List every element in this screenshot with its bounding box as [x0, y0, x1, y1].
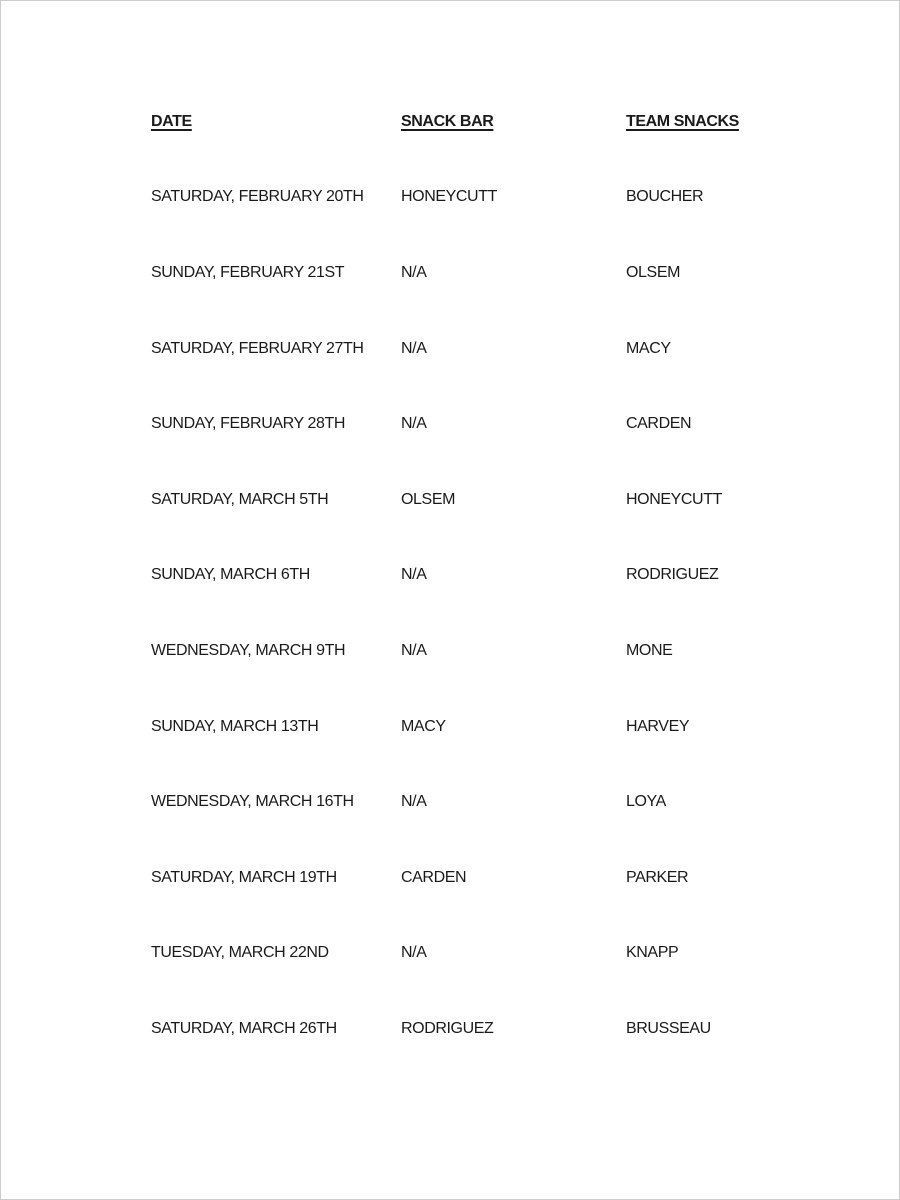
snack-bar-cell: N/A: [401, 944, 427, 962]
snack-bar-cell: N/A: [401, 263, 427, 281]
date-cell: SATURDAY, FEBRUARY 20TH: [151, 188, 364, 206]
header-date: DATE: [151, 112, 192, 130]
date-cell: SATURDAY, MARCH 5TH: [151, 490, 329, 508]
table-row: [1, 764, 899, 840]
team-snacks-cell: KNAPP: [626, 944, 679, 962]
schedule-table: [1, 84, 899, 1067]
table-row: [1, 386, 899, 462]
date-cell: WEDNESDAY, MARCH 9TH: [151, 641, 346, 659]
table-row: [1, 840, 899, 916]
table-row: [1, 689, 899, 765]
date-cell: SUNDAY, MARCH 6TH: [151, 566, 310, 584]
table-row: [1, 538, 899, 614]
date-cell: SUNDAY, MARCH 13TH: [151, 717, 319, 735]
date-cell: WEDNESDAY, MARCH 16TH: [151, 793, 354, 811]
snack-bar-cell: OLSEM: [401, 490, 456, 508]
date-cell: SATURDAY, MARCH 19TH: [151, 868, 337, 886]
date-cell: SUNDAY, FEBRUARY 21ST: [151, 263, 345, 281]
team-snacks-cell: MONE: [626, 641, 673, 659]
snack-bar-cell: N/A: [401, 793, 427, 811]
team-snacks-cell: LOYA: [626, 793, 666, 811]
team-snacks-cell: CARDEN: [626, 415, 692, 433]
table-row: [1, 991, 899, 1067]
snack-bar-cell: N/A: [401, 641, 427, 659]
date-cell: SUNDAY, FEBRUARY 28TH: [151, 415, 346, 433]
snack-bar-cell: N/A: [401, 566, 427, 584]
team-snacks-cell: RODRIGUEZ: [626, 566, 719, 584]
team-snacks-cell: HARVEY: [626, 717, 690, 735]
snack-bar-cell: N/A: [401, 339, 427, 357]
team-snacks-cell: BOUCHER: [626, 188, 704, 206]
snack-bar-cell: RODRIGUEZ: [401, 1019, 494, 1037]
date-cell: TUESDAY, MARCH 22ND: [151, 944, 329, 962]
table-row: [1, 160, 899, 236]
date-cell: SATURDAY, MARCH 26TH: [151, 1019, 337, 1037]
header-snack-bar: SNACK BAR: [401, 112, 494, 130]
snack-bar-cell: N/A: [401, 415, 427, 433]
table-row: [1, 613, 899, 689]
table-header-row: [1, 84, 899, 160]
team-snacks-cell: HONEYCUTT: [626, 490, 722, 508]
table-row: [1, 916, 899, 992]
team-snacks-cell: PARKER: [626, 868, 689, 886]
header-team-snacks: TEAM SNACKS: [626, 112, 739, 130]
team-snacks-cell: OLSEM: [626, 263, 681, 281]
table-row: [1, 311, 899, 387]
date-cell: SATURDAY, FEBRUARY 27TH: [151, 339, 364, 357]
table-row: [1, 462, 899, 538]
team-snacks-cell: BRUSSEAU: [626, 1019, 711, 1037]
snack-bar-cell: HONEYCUTT: [401, 188, 497, 206]
team-snacks-cell: MACY: [626, 339, 671, 357]
snack-bar-cell: MACY: [401, 717, 446, 735]
snack-bar-cell: CARDEN: [401, 868, 467, 886]
table-row: [1, 235, 899, 311]
